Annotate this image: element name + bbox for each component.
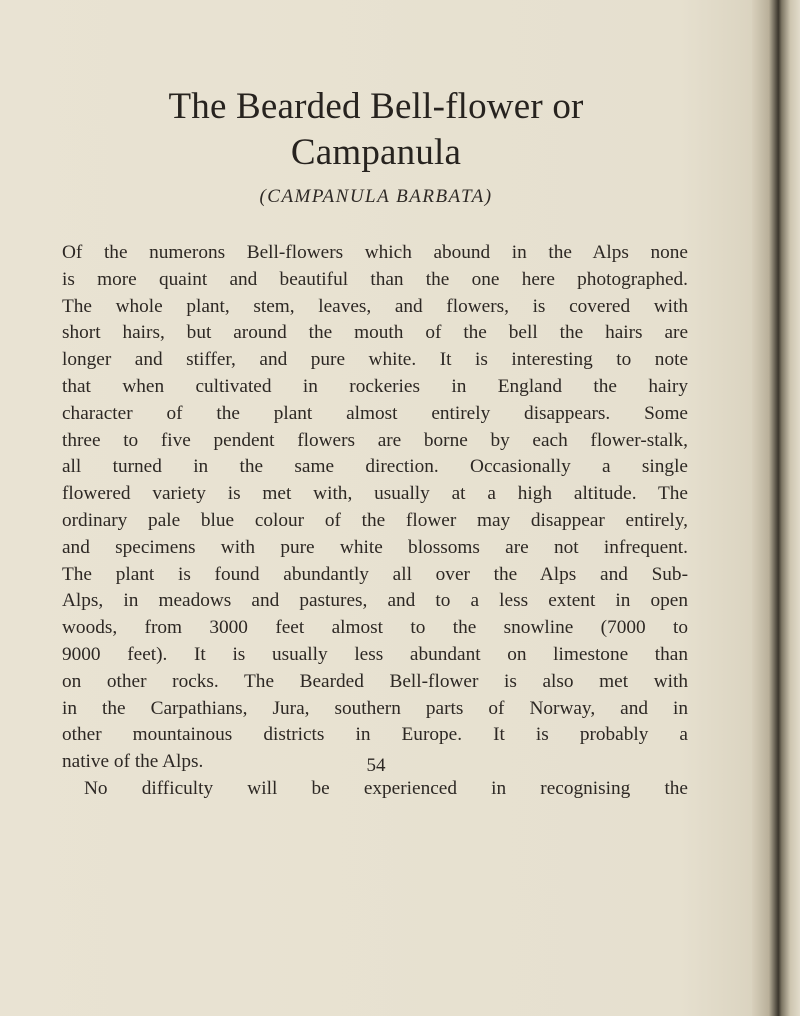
- text-line: that when cultivated in rockeries in England the hairy: [62, 375, 688, 397]
- page-title-line-2: Campanula: [290, 132, 462, 173]
- text-line: and specimens with pure white blossoms are not infrequent.: [62, 536, 688, 558]
- text-line: in the Carpathians, Jura, southern parts of Norway, and in: [62, 697, 688, 719]
- text-line: 9000 feet). It is usually less abundant on limestone than: [62, 643, 688, 665]
- text-line: longer and stiffer, and pure white. It is interesting to note: [62, 349, 688, 371]
- text-line: The whole plant, stem, leaves, and flowers, is covered with: [62, 295, 688, 317]
- body-text: [62, 240, 688, 803]
- page-binding-edge: [752, 0, 800, 1016]
- text-line: native of the Alps.: [62, 751, 204, 773]
- text-line: The plant is found abundantly all over the Alps and Sub-: [62, 563, 688, 585]
- text-line: other mountainous districts in Europe. It is probably a: [62, 724, 688, 746]
- text-line: all turned in the same direction. Occasionally a single: [62, 456, 688, 478]
- text-line: short hairs, but around the mouth of the bell the hairs are: [62, 322, 688, 344]
- page-title-line-1: The Bearded Bell-flower or: [168, 86, 584, 127]
- page-number: 54: [366, 755, 386, 776]
- text-line: flowered variety is met with, usually at a high altitude. The: [62, 483, 688, 505]
- text-line: character of the plant almost entirely disappears. Some: [62, 402, 688, 424]
- text-line: three to five pendent flowers are borne by each flower-stalk,: [62, 429, 688, 451]
- text-line: Alps, in meadows and pastures, and to a less extent in open: [62, 590, 688, 612]
- text-line: on other rocks. The Bearded Bell-flower is also met with: [62, 670, 688, 692]
- scientific-name: (CAMPANULA BARBATA): [259, 186, 493, 207]
- text-line: Of the numerons Bell-flowers which abound in the Alps none: [62, 242, 688, 263]
- text-line: No difficulty will be experienced in recognising the: [84, 777, 688, 799]
- text-line: is more quaint and beautiful than the one here photographed.: [62, 268, 688, 290]
- text-line: ordinary pale blue colour of the flower may disappear entirely,: [62, 509, 688, 531]
- text-line: woods, from 3000 feet almost to the snowline (7000 to: [62, 617, 688, 639]
